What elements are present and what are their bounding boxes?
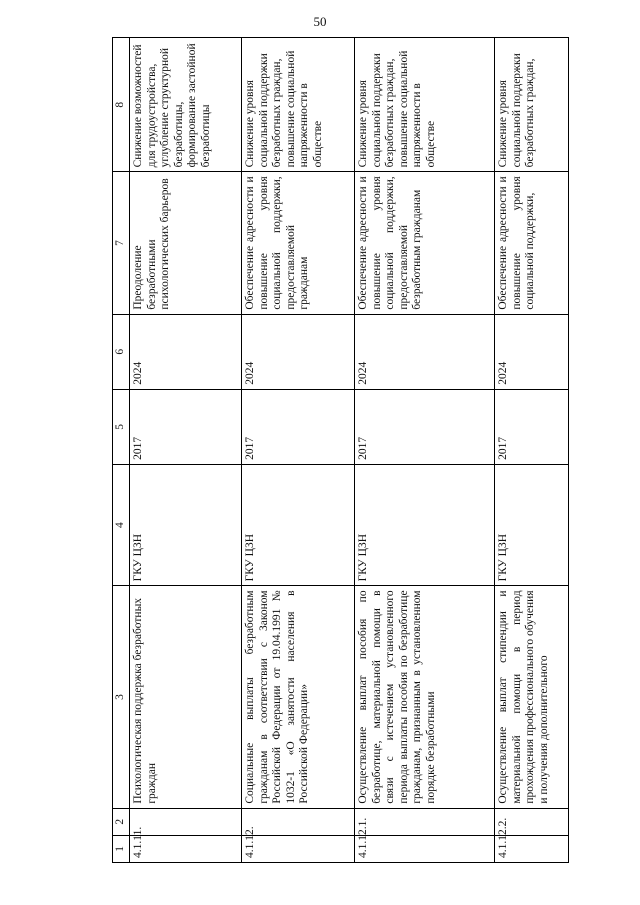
row-measure-name: Социальные выплаты безработным гражданам в соответствии с Законом Российской Федерации от 19.04.1991 № 1032-1 «О занятости населения в Российской Федерации» <box>242 586 355 808</box>
header-cell: 8 <box>113 38 130 172</box>
header-cell: 3 <box>113 586 130 808</box>
row-expected-result: Преодоление безработными психологических барьеров <box>130 172 242 314</box>
row-risk: Снижение возможностей для трудоустройства, углубление структурной безработицы, формирование застойной безработицы <box>130 38 242 172</box>
table-row <box>495 38 569 863</box>
row-risk: Снижение уровня социальной поддержки безработных граждан, повышение социальной напряженности в обществе <box>242 38 355 172</box>
row-start-year: 2017 <box>355 389 495 464</box>
row-end-year: 2024 <box>130 314 242 389</box>
measures-table <box>112 37 569 863</box>
row-start-year: 2017 <box>130 389 242 464</box>
row-end-year: 2024 <box>495 314 569 389</box>
row-empty-cell <box>130 808 242 835</box>
row-code: 4.1.12. <box>242 835 355 862</box>
row-code: 4.1.11. <box>130 835 242 862</box>
row-executor: ГКУ ЦЗН <box>495 464 569 586</box>
row-start-year: 2017 <box>242 389 355 464</box>
header-cell: 4 <box>113 464 130 586</box>
row-measure-name: Осуществление выплат пособия по безработице, материальной помощи в связи с истечением установленного периода выплаты пособия по безработице гражданам, признанным в установленном порядке безработными <box>355 586 495 808</box>
row-empty-cell <box>242 808 355 835</box>
row-end-year: 2024 <box>355 314 495 389</box>
row-expected-result: Обеспечение адресности и повышение уровня социальной поддержки, предоставляемой гражданам <box>242 172 355 314</box>
row-empty-cell <box>355 808 495 835</box>
row-measure-name: Психологическая поддержка безработных граждан <box>130 586 242 808</box>
row-expected-result: Обеспечение адресности и повышение уровня социальной поддержки, предоставляемой безработным гражданам <box>355 172 495 314</box>
row-end-year: 2024 <box>242 314 355 389</box>
row-code: 4.1.12.1. <box>355 835 495 862</box>
page-number: 50 <box>313 14 327 29</box>
row-measure-name: Осуществление выплат стипендии и материальной помощи в период прохождения профессионального обучения и получения дополнительного <box>495 586 569 808</box>
header-cell: 1 <box>113 835 130 862</box>
row-executor: ГКУ ЦЗН <box>355 464 495 586</box>
row-start-year: 2017 <box>495 389 569 464</box>
row-risk: Снижение уровня социальной поддержки безработных граждан, <box>495 38 569 172</box>
header-cell: 7 <box>113 172 130 314</box>
table-header-row <box>113 38 130 863</box>
table-row <box>130 38 242 863</box>
row-expected-result: Обеспечение адресности и повышение уровня социальной поддержки, <box>495 172 569 314</box>
table-row <box>355 38 495 863</box>
header-cell: 5 <box>113 389 130 464</box>
table-row <box>242 38 355 863</box>
header-cell: 2 <box>113 808 130 835</box>
row-code: 4.1.12.2. <box>495 835 569 862</box>
header-cell: 6 <box>113 314 130 389</box>
row-risk: Снижение уровня социальной поддержки безработных граждан, повышение социальной напряженности в обществе <box>355 38 495 172</box>
rotated-table-container <box>112 37 569 863</box>
row-executor: ГКУ ЦЗН <box>130 464 242 586</box>
row-executor: ГКУ ЦЗН <box>242 464 355 586</box>
